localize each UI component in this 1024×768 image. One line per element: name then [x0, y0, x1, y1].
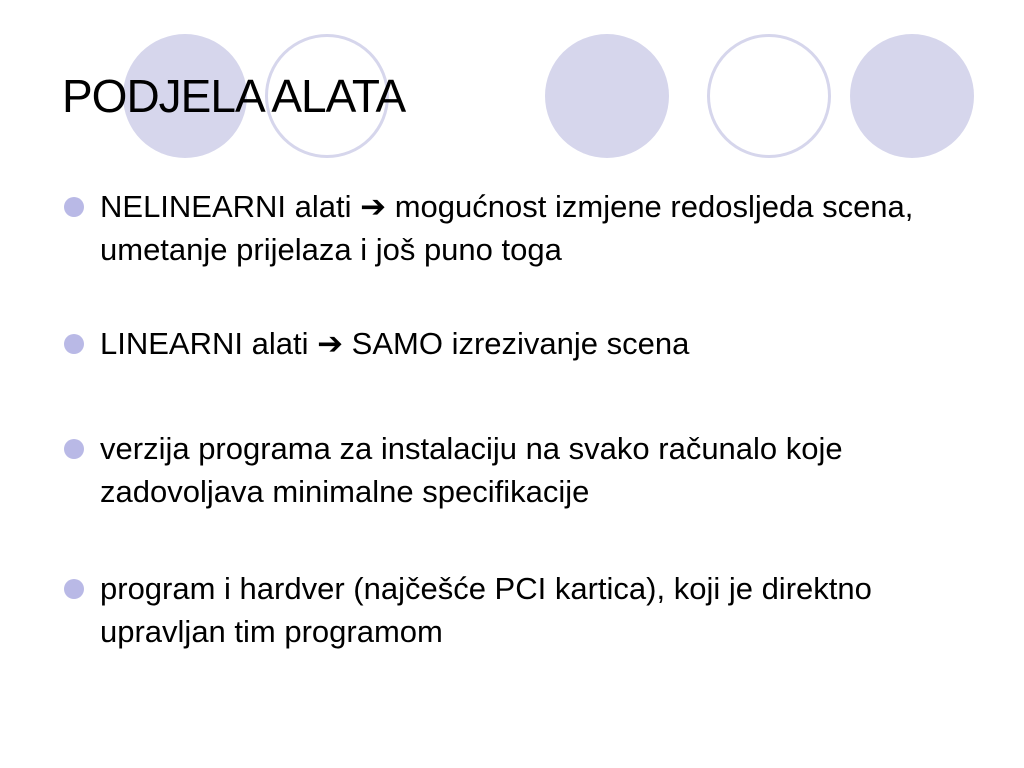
- bullet-dot-icon: [64, 579, 84, 599]
- bullet-text: program i hardver (najčešće PCI kartica), koji je direktno upravljan tim programom: [100, 571, 872, 649]
- bullet-item: [100, 185, 960, 271]
- bullet-item: [100, 567, 960, 653]
- decorative-circle-outline: [707, 34, 831, 158]
- bullet-dot-icon: [64, 334, 84, 354]
- bullet-text: LINEARNI alati ➔ SAMO izrezivanje scena: [100, 326, 690, 361]
- decorative-circle-filled: [545, 34, 669, 158]
- bullet-item: [100, 427, 960, 513]
- bullet-text: verzija programa za instalaciju na svako računalo koje zadovoljava minimalne specifikacije: [100, 431, 843, 509]
- bullet-dot-icon: [64, 197, 84, 217]
- decorative-circle-filled: [850, 34, 974, 158]
- bullet-text: NELINEARNI alati ➔ mogućnost izmjene redosljeda scena, umetanje prijelaza i još puno toga: [100, 189, 914, 267]
- bullet-item: [100, 322, 960, 365]
- bullet-dot-icon: [64, 439, 84, 459]
- slide-title: PODJELA ALATA: [62, 70, 406, 122]
